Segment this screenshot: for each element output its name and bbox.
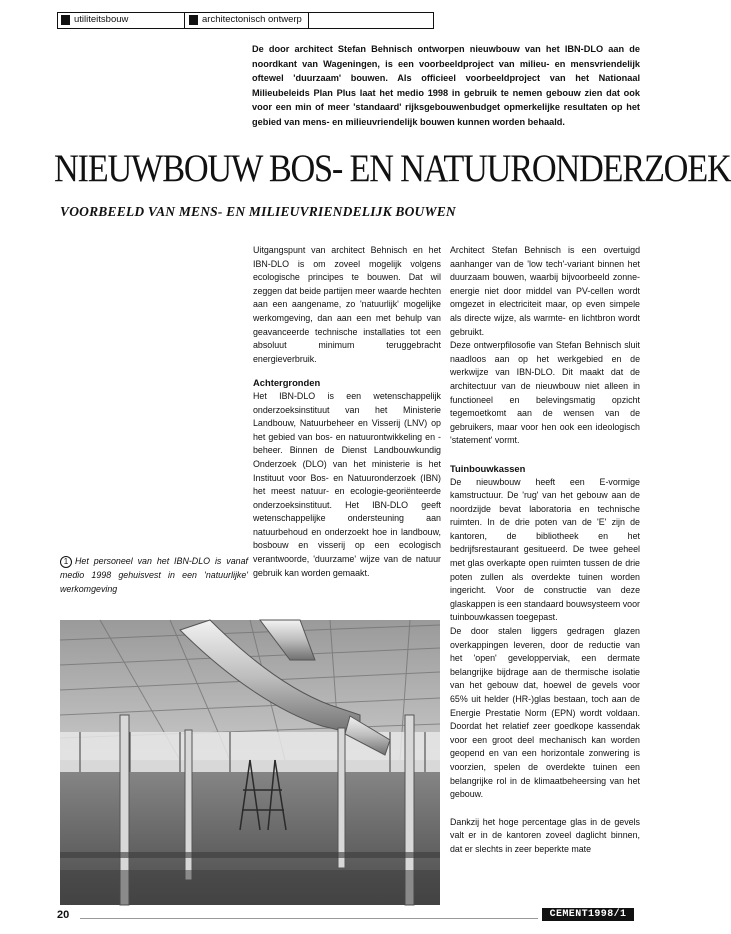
paragraph: De nieuwbouw heeft een E-vormige kamstructuur. De 'rug' van het gebouw aan de noordzijde bevat laboratoria en technische ruimten. In de drie poten van de 'E' zijn de kantoren, de bibliotheek en het bedrijfsrestaurant gesitueerd. De twee geheel met glas overkapte open ruimten tussen de drie poten zullen als overdekte tuinen worden ingericht. Voor de constructie van deze glaskappen is een standaard bouwsysteem voor tuinbouwkassen toegepast. [450,476,640,623]
caption-number-icon: 1 [60,556,72,568]
category-divider [184,13,185,28]
journal-badge: CEMENT1998/1 [542,908,634,921]
photo-interior-construction [60,620,440,905]
photo-caption [60,555,248,596]
category-marker-icon [61,15,70,25]
paragraph: Het IBN-DLO is een wetenschappelijk onderzoeksinstituut van het Ministerie Landbouw, Natuurbeheer en Visserij (LNV) op het gebied van bos- en natuurontwikkeling en -beheer. Binnen de Dienst Landbouwkundig Onderzoek (DLO) van het ministerie is het Instituut voor Bos- en Natuuronderzoek (IBN) het meest natuur- en ecologie-georiënteerde onderzoeksinstituut. Het IBN-DLO geeft wetenschappelijke ondersteuning aan natuurbehoud en onderzoekt hoe in landbouw, bosbouw en visserij op een ecologisch verantwoorde, 'duurzame' wijze van de natuur gebruik kan worden gemaakt. [253,390,441,578]
category-utiliteitsbouw: utiliteitsbouw [74,14,129,25]
footer-rule [80,918,538,919]
paragraph: Deze ontwerpfilosofie van Stefan Behnisch sluit naadloos aan op het werkgebied en de werkwijze van IBN-DLO. Dit maakt dat de architectuur van de nieuwbouw niet alleen in functioneel en belevingsmatig opzicht tegemoetkomt aan de wensen van de gebruikers, maar voor hen ook een ideologisch 'statement' vormt. [450,340,640,446]
intro-text: De door architect Stefan Behnisch ontworpen nieuwbouw van het IBN-DLO aan de noordkant van Wageningen, is een voorbeeldproject van milieu- en mensvriendelijk oftewel 'duurzaam' bouwen. Als officieel voorbeeldproject van het Nationaal Milieubeleids Plan Plus laat het medio 1998 in gebruik te nemen gebouw zien dat ook voor een min of meer 'standaard' rijksgebouwenbudget opmerkelijke resultaten op het gebied van mens- en milieuvriendelijk bouwen kunnen worden behaald. [252,44,640,127]
category-bar [57,12,434,29]
paragraph: Uitgangspunt van architect Behnisch en het IBN-DLO is om zoveel mogelijk volgens ecologische principes te bouwen. Dat wil zeggen dat beide partijen meer waarde hechten aan een aangename, zo 'natuurlijk' mogelijke werkomgeving, dan aan een met behulp van geavanceerde technische installaties tot een absoluut minimum teruggebracht energieverbruik. [253,245,441,364]
paragraph: Architect Stefan Behnisch is een overtuigd aanhanger van de 'low tech'-variant binnen het duurzaam bouwen, waarbij bijvoorbeeld zonne-energie niet door middel van PV-cellen wordt omgezet in electriciteit maar, op even simpele als directe wijze, als warmte- en lichtbron wordt gebruikt. [450,245,640,337]
photo-illustration [60,620,440,905]
category-architectonisch-ontwerp: architectonisch ontwerp [202,14,302,25]
page-number: 20 [57,909,70,921]
paragraph: De door stalen liggers gedragen glazen overkappingen leveren, door de reductie van het 'open' gevelopperviak, een dermate belangrijke bijdrage aan de thermische isolatie van het gebouw dat, hoewel de gevels voor 65% uit helder (HR-)glas bestaan, toch aan de Energie Prestatie Norm (EPN) wordt voldaan. Doordat het relatief zeer goedkope kassendak voor een groot deel mechanisch kan worden geopend en van een horizontale zonwering is voorzien, spelen de overdekte tuinen een belangrijke rol in de klimaatbeheersing van het gebouw. [450,626,640,800]
category-divider [308,13,309,28]
section-heading-achtergronden: Achtergronden [253,377,321,389]
paragraph: Dankzij het hoge percentage glas in de gevels valt er in de kantoren zoveel daglicht binnen, dat er slechts in zeer beperkte mate [450,816,640,854]
body-column-1 [253,244,441,580]
intro-paragraph [252,42,640,130]
section-heading-tuinbouwkassen: Tuinbouwkassen [450,462,526,474]
article-headline: NIEUWBOUW BOS- EN NATUURONDERZOEK [54,147,731,190]
article-subheadline: VOORBEELD VAN MENS- EN MILIEUVRIENDELIJK BOUWEN [60,204,456,219]
caption-text: Het personeel van het IBN-DLO is vanaf medio 1998 gehuisvest in een 'natuurlijke' werkomgeving [60,556,248,594]
body-column-2 [450,244,640,857]
category-marker-icon [189,15,198,25]
